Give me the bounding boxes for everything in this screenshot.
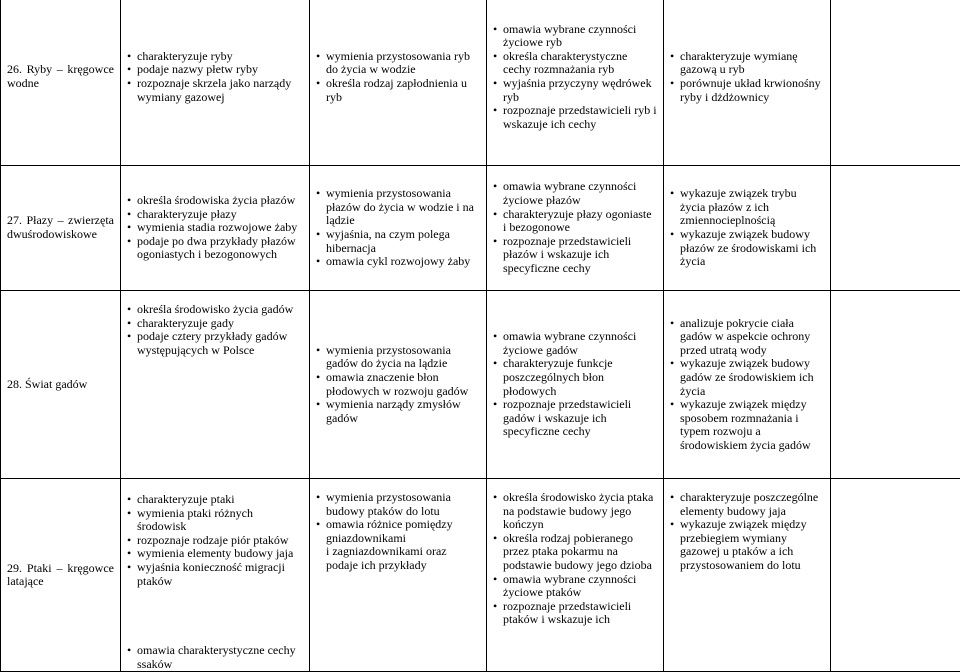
requirement-item: • rozpoznaje skrzela jako narządy wymiany gazowej (127, 77, 303, 104)
requirement-item: • omawia różnice pomiędzy gniazdownikami (316, 518, 480, 545)
requirement-item: • charakteryzuje wymianę gazową u ryb (670, 50, 824, 77)
level-cell (487, 0, 664, 166)
level-cell (310, 0, 487, 166)
topic-cell: 27. Płazy – zwierzęta dwuśrodowiskowe (1, 166, 121, 291)
requirement-item: • wymienia przystosowania płazów do życia w wodzie i na lądzie (316, 187, 480, 228)
requirement-item: • wyjaśnia przyczyny wędrówek ryb (493, 77, 657, 104)
requirement-item: • wykazuje związek budowy gadów ze środowiskiem ich życia (670, 357, 824, 398)
requirement-item: • omawia wybrane czynności życiowe ryb (493, 23, 657, 50)
table-row (1, 166, 960, 291)
requirement-item: • rozpoznaje rodzaje piór ptaków (127, 534, 303, 548)
requirement-item: • wymienia narządy zmysłów gadów (316, 398, 480, 425)
level-cell (664, 291, 831, 479)
table-row (1, 479, 960, 672)
requirement-item: • rozpoznaje przedstawicieli ptaków i wskazuje ich (493, 600, 657, 627)
level-cell (121, 0, 310, 166)
requirement-item: • omawia znaczenie błon płodowych w rozwoju gadów (316, 371, 480, 398)
topic-cell: 29. Ptaki – kręgowce latające (1, 479, 121, 672)
requirement-item: • charakteryzuje ryby (127, 50, 303, 64)
requirement-item: • charakteryzuje płazy ogoniaste i bezogonowe (493, 208, 657, 235)
requirement-item: • omawia charakterystyczne cechy ssaków (127, 644, 303, 671)
requirement-item: • określa charakterystyczne cechy rozmnażania ryb (493, 50, 657, 77)
level-cell (310, 166, 487, 291)
requirement-item: • charakteryzuje ptaki (127, 493, 303, 507)
requirement-item: • wykazuje związek między sposobem rozmnażania i typem rozwoju a środowiskiem życia gadów (670, 398, 824, 452)
requirement-item: • omawia cykl rozwojowy żaby (316, 255, 480, 269)
requirement-item: • rozpoznaje przedstawicieli ryb i wskazuje ich cechy (493, 104, 657, 131)
edge-cell (831, 0, 960, 166)
edge-cell (831, 166, 960, 291)
edge-cell (831, 479, 960, 672)
requirement-item: • wyjaśnia konieczność migracji ptaków (127, 561, 303, 588)
requirement-item: • wymienia ptaki różnych środowisk (127, 507, 303, 534)
requirement-item: • rozpoznaje przedstawicieli gadów i wskazuje ich specyficzne cechy (493, 398, 657, 439)
requirement-item: • charakteryzuje funkcje poszczególnych błon płodowych (493, 357, 657, 398)
topic-cell: 28. Świat gadów (1, 291, 121, 479)
level-cell (121, 479, 310, 672)
level-cell (310, 479, 487, 672)
requirement-item: • wymienia przystosowania gadów do życia na lądzie (316, 344, 480, 371)
requirement-item: • podaje nazwy płetw ryby (127, 63, 303, 77)
requirement-item: • określa środowisko życia gadów (127, 303, 303, 317)
level-cell (121, 166, 310, 291)
requirement-item: • charakteryzuje gady (127, 317, 303, 331)
requirement-item: • wykazuje związek między przebiegiem wymiany gazowej u ptaków a ich przystosowaniem do lotu (670, 518, 824, 572)
spacer (127, 588, 303, 644)
level-cell (310, 291, 487, 479)
table-row (1, 291, 960, 479)
requirement-continuation: i zagniazdownikami oraz podaje ich przykłady (316, 545, 480, 572)
level-cell (487, 291, 664, 479)
requirement-item: • określa środowiska życia płazów (127, 194, 303, 208)
requirement-item: • określa środowisko życia ptaka na podstawie budowy jego kończyn (493, 491, 657, 532)
level-cell (487, 166, 664, 291)
requirement-item: • wymienia przystosowania budowy ptaków do lotu (316, 491, 480, 518)
requirement-item: • wyjaśnia, na czym polega hibernacja (316, 228, 480, 255)
level-cell (664, 166, 831, 291)
requirement-item: • wymienia przystosowania ryb do życia w wodzie (316, 50, 480, 77)
requirement-item: • charakteryzuje poszczególne elementy budowy jaja (670, 491, 824, 518)
requirement-item: • charakteryzuje płazy (127, 208, 303, 222)
level-cell (664, 0, 831, 166)
level-cell (664, 479, 831, 672)
requirement-item: • wykazuje związek budowy płazów ze środowiskami ich życia (670, 228, 824, 269)
requirement-item: • omawia wybrane czynności życiowe płazów (493, 180, 657, 207)
requirement-item: • porównuje układ krwionośny ryby i dżdżownicy (670, 77, 824, 104)
table-row (1, 0, 960, 166)
requirement-item: • wymienia stadia rozwojowe żaby (127, 221, 303, 235)
requirement-item: • omawia wybrane czynności życiowe ptaków (493, 573, 657, 600)
level-cell (121, 291, 310, 479)
requirement-item: • wykazuje związek trybu życia płazów z ich zmiennocieplnością (670, 187, 824, 228)
requirement-item: • rozpoznaje przedstawicieli płazów i wskazuje ich specyficzne cechy (493, 235, 657, 276)
requirement-item: • analizuje pokrycie ciała gadów w aspekcie ochrony przed utratą wody (670, 317, 824, 358)
topic-cell: 26. Ryby – kręgowce wodne (1, 0, 121, 166)
requirement-item: • omawia wybrane czynności życiowe gadów (493, 330, 657, 357)
requirement-item: • wymienia elementy budowy jaja (127, 547, 303, 561)
requirement-item: • podaje cztery przykłady gadów występujących w Polsce (127, 330, 303, 357)
level-cell (487, 479, 664, 672)
requirement-item: • podaje po dwa przykłady płazów ogoniastych i bezogonowych (127, 235, 303, 262)
edge-cell (831, 291, 960, 479)
requirement-item: • określa rodzaj zapłodnienia u ryb (316, 77, 480, 104)
requirement-item: • określa rodzaj pobieranego przez ptaka pokarmu na podstawie budowy jego dzioba (493, 532, 657, 573)
